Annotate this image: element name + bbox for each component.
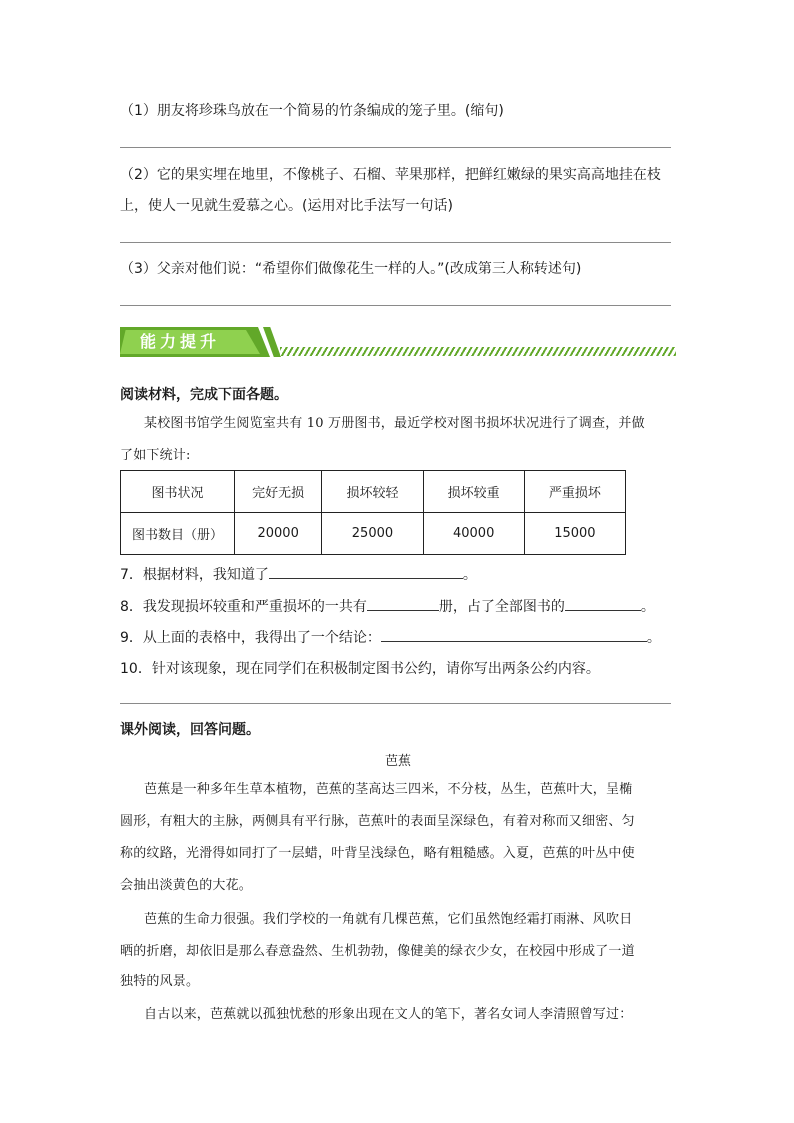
table-cell: 15000 [524, 513, 625, 555]
section-1-heading: 阅读材料，完成下面各题。 [120, 387, 288, 403]
question-9 [120, 627, 661, 648]
passage-line: 独特的风景。 [120, 974, 200, 989]
passage-line: 会抽出淡黄色的大花。 [120, 878, 253, 893]
passage-line: 晒的折磨，却依旧是那么春意盎然、生机勃勃，像健美的绿衣少女，在校园中形成了一道 [120, 944, 635, 959]
passage-line: 称的纹路，光滑得如同打了一层蜡，叶背呈浅绿色，略有粗糙感。入夏，芭蕉的叶丛中使 [120, 846, 635, 861]
book-status-table [120, 470, 626, 555]
answer-line-1[interactable] [120, 147, 671, 148]
passage-line: 芭蕉是一种多年生草本植物，芭蕉的茎高达三四米，不分枝，丛生，芭蕉叶大，呈椭 [144, 782, 633, 797]
question-8-end: 。 [640, 599, 655, 615]
passage-line: 圆形，有粗大的主脉，两侧具有平行脉，芭蕉叶的表面呈深绿色，有着对称而又细密、匀 [120, 814, 635, 829]
question-8 [120, 596, 655, 617]
question-10: 10．针对该现象，现在同学们在积极制定图书公约，请你写出两条公约内容。 [120, 661, 600, 677]
question-9-end: 。 [646, 630, 661, 646]
banner-stripes [280, 347, 676, 356]
question-7 [120, 564, 477, 585]
table-header-cell: 损坏较轻 [322, 471, 423, 513]
passage-line: 自古以来，芭蕉就以孤独忧愁的形象出现在文人的笔下，著名女词人李清照曾写过： [144, 1007, 633, 1022]
question-2-line-2: 上，使人一见就生爱慕之心。(运用对比手法写一句话) [120, 198, 453, 214]
question-7-blank[interactable] [269, 564, 463, 579]
question-8-blank-2[interactable] [565, 596, 641, 611]
question-1: （1）朋友将珍珠鸟放在一个简易的竹条编成的笼子里。(缩句) [120, 103, 504, 119]
table-cell: 图书数目（册） [121, 513, 235, 555]
question-2-line-1: （2）它的果实埋在地里，不像桃子、石榴、苹果那样，把鲜红嫩绿的果实高高地挂在枝 [120, 167, 661, 183]
table-cell: 25000 [322, 513, 423, 555]
table-header-cell: 完好无损 [234, 471, 321, 513]
table-cell: 20000 [234, 513, 321, 555]
passage-title: 芭蕉 [385, 754, 412, 769]
table-header-cell: 损坏较重 [423, 471, 524, 513]
table-cell: 40000 [423, 513, 524, 555]
table-row [121, 513, 626, 555]
section-1-intro-line-1: 某校图书馆学生阅览室共有 10 万册图书，最近学校对图书损坏状况进行了调查，并做 [144, 416, 645, 431]
answer-line-3[interactable] [120, 305, 671, 306]
question-9-blank[interactable] [381, 627, 647, 642]
section-1-intro-line-2: 了如下统计: [120, 448, 191, 463]
question-9-text: 9．从上面的表格中，我得出了一个结论： [120, 630, 381, 646]
question-8-text: 8．我发现损坏较重和严重损坏的一共有 [120, 599, 367, 615]
answer-line-2[interactable] [120, 242, 671, 243]
question-7-end: 。 [462, 567, 477, 583]
section-banner [120, 327, 676, 360]
question-8-mid: 册，占了全部图书的 [438, 599, 565, 615]
question-8-blank-1[interactable] [367, 596, 439, 611]
question-7-text: 7．根据材料，我知道了 [120, 567, 269, 583]
question-3: （3）父亲对他们说：“希望你们做像花生一样的人。”(改成第三人称转述句) [120, 261, 582, 277]
table-header-cell: 严重损坏 [524, 471, 625, 513]
passage-line: 芭蕉的生命力很强。我们学校的一角就有几棵芭蕉，它们虽然饱经霜打雨淋、风吹日 [144, 912, 633, 927]
answer-line-10[interactable] [120, 703, 671, 704]
table-header-cell: 图书状况 [121, 471, 235, 513]
table-header-row [121, 471, 626, 513]
section-2-heading: 课外阅读，回答问题。 [120, 722, 260, 738]
banner-title: 能力提升 [140, 332, 221, 351]
